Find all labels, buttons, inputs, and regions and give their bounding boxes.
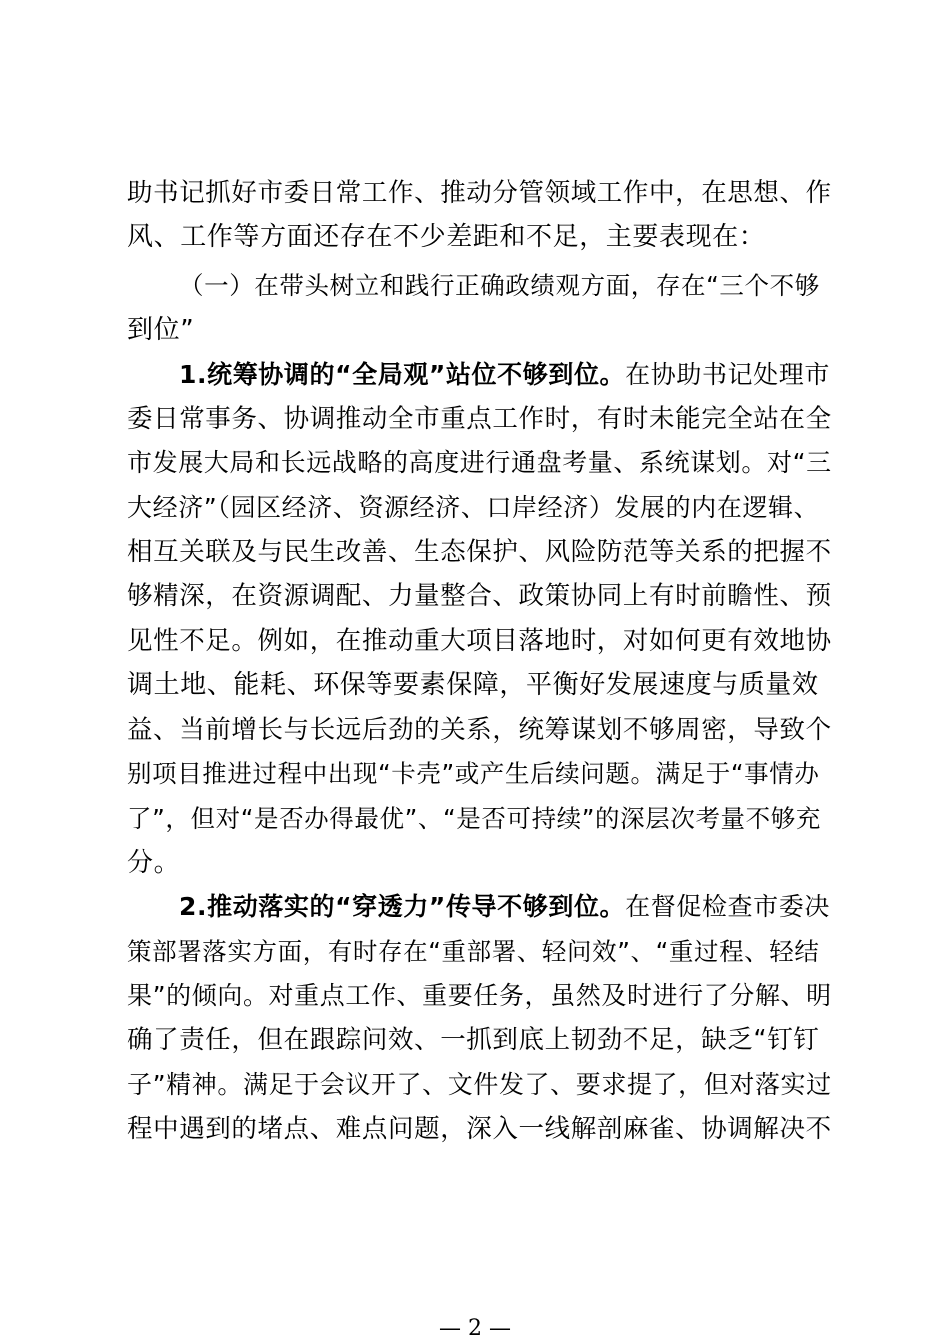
body-text-line: 助书记抓好市委日常工作、推动分管领域工作中，在思想、作: [127, 178, 832, 208]
body-text-line: 风、工作等方面还存在不少差距和不足，主要表现在：: [127, 222, 766, 252]
body-text-line: 别项目推进过程中出现“卡壳”或产生后续问题。满足于“事情办: [127, 759, 820, 788]
body-text-line: 见性不足。例如，在推动重大项目落地时，对如何更有效地协: [127, 626, 832, 656]
body-text-line: 相互关联及与民生改善、生态保护、风险防范等关系的把握不: [127, 537, 832, 567]
body-text-line: 够精深，在资源调配、力量整合、政策协同上有时前瞻性、预: [127, 581, 832, 611]
body-text-line: 程中遇到的堵点、难点问题，深入一线解剖麻雀、协调解决不: [127, 1114, 832, 1144]
body-text-line: 益、当前增长与长远后劲的关系，统筹谋划不够周密，导致个: [127, 715, 832, 745]
body-text-line: 调土地、能耗、环保等要素保障，平衡好发展速度与质量效: [127, 670, 819, 700]
section-heading-line: 到位”: [127, 315, 195, 345]
section-heading-line: （一）在带头树立和践行正确政绩观方面，存在“三个不够: [179, 271, 820, 300]
paragraph-1-first-line: [179, 353, 832, 397]
body-text-line: 市发展大局和长远战略的高度进行通盘考量、系统谋划。对“三: [127, 448, 832, 477]
subheading-1: 1.统筹协调的“全局观”站位不够到位。: [179, 360, 626, 389]
body-text-line: 大经济”（园区经济、资源经济、口岸经济）发展的内在逻辑、: [127, 493, 820, 522]
body-text-line: 了”，但对“是否办得最优”、“是否可持续”的深层次考量不够充: [127, 804, 821, 833]
page-number: — 2 —: [439, 1316, 511, 1341]
paragraph-2-first-line: [179, 885, 832, 929]
subheading-2: 2.推动落实的“穿透力”传导不够到位。: [179, 892, 626, 921]
body-text-line: 果”的倾向。对重点工作、重要任务，虽然及时进行了分解、明: [127, 981, 832, 1010]
body-text-line: 子”精神。满足于会议开了、文件发了、要求提了，但对落实过: [127, 1070, 832, 1099]
paragraph-1-text: 在协助书记处理市: [625, 360, 830, 389]
paragraph-2-text: 在督促检查市委决: [625, 892, 830, 921]
body-text-line: 委日常事务、协调推动全市重点工作时，有时未能完全站在全: [127, 404, 832, 434]
body-text-line: 策部署落实方面，有时存在“重部署、轻问效”、“重过程、轻结: [127, 937, 820, 966]
body-text-line: 确了责任，但在跟踪问效、一抓到底上韧劲不足，缺乏“钉钉: [127, 1025, 820, 1055]
body-text-line: 分。: [127, 848, 181, 878]
